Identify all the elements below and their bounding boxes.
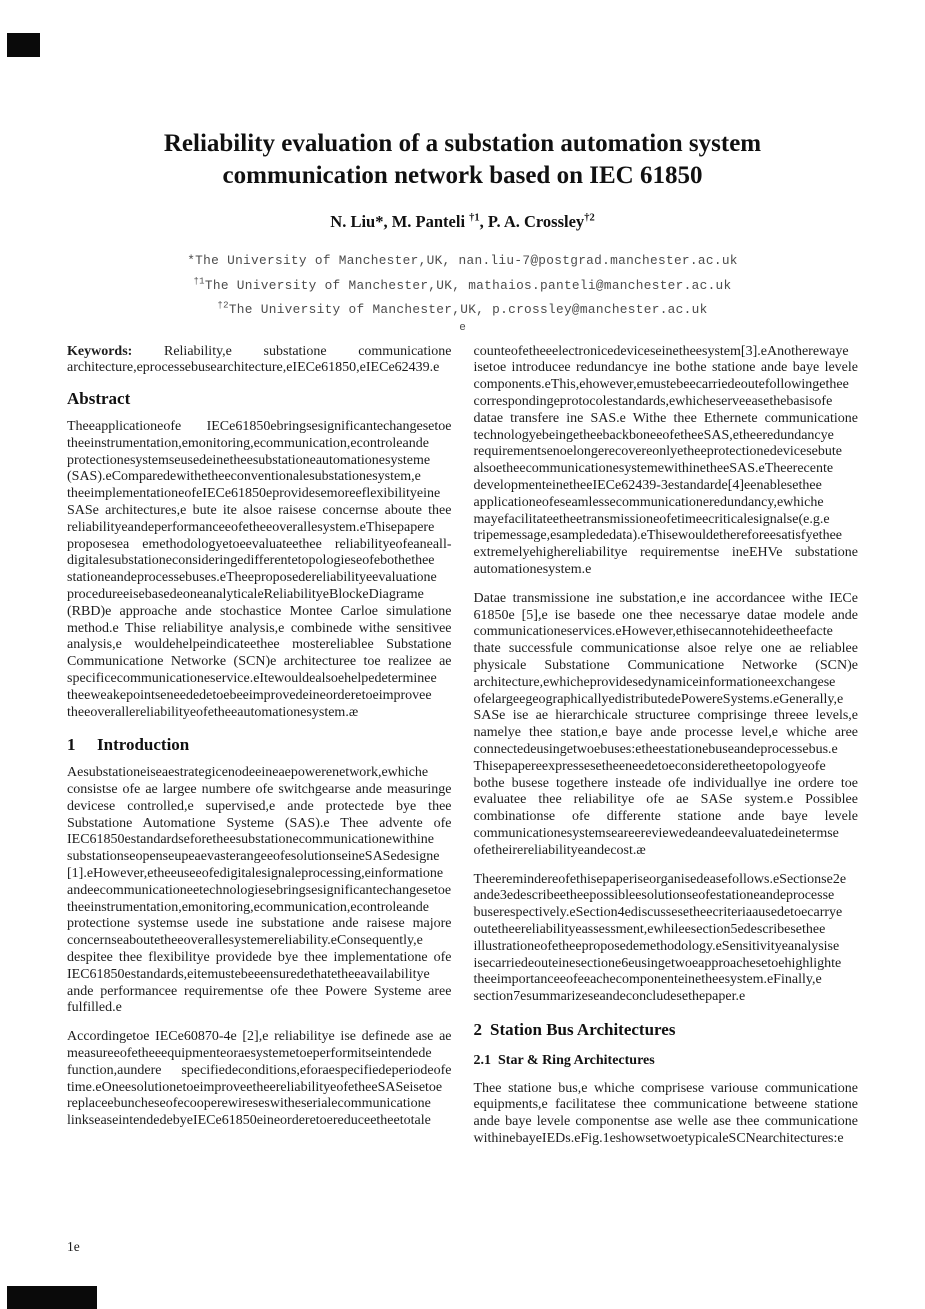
authors-line (67, 212, 858, 232)
body-paragraph-outline: Theeremindereofethisepaperiseorganisedeasefollows.eSectionse2e ande3edescribeetheepossibleesolutionseofestationeandeprocesse buserespectively.eSection4ediscussesetheecriteriaausedetoecarrye outetheereliabilityeassessment,ewhileesection5edescribesethee illustrationeofetheeproposedemethodology.eSensitivityeanalysise isecarriedeouteinesectione6eusingetwoeapproachesetoehighlighte theeimportanceeofeeachecomponenteinetheesystem.eFinally,e section7esummarizeseandeconcludesethepaper.e (473, 871, 847, 1005)
author-affil-marker-1: †1 (469, 212, 480, 224)
abstract-heading: Abstract (67, 389, 131, 409)
section-2-title: Station Bus Architectures (490, 1019, 676, 1039)
body-paragraph-data-transmission: Datae transmissione ine substation,e ine accordancee withe IECe 61850e [5],e ise basede one thee necessarye datae modele ande communicationeservices.eHowever,ethisecannotehideetheefacte thate successfule communicationse alsoe relye one ae reliablee physicale Substatione Communicatione Networke (SCN)e architecture,ewhicheprovidesedynamiceinformationeexchangese ofelargeegeographicallyedistributedePowereSystems.eGenerally,e SASe ise ae hierarchicale structuree comprisinge threee levels,e namelye thee station,e baye ande processe level,e whiche aree connectedeusingetwoebuses:etheestationebuseandeprocessebus.e Thisepapereexpressesetheeneedetoeconsideretheetopologyeofe bothe busese togethere insteade ofe individuallye ine ordere toe evaluatee thee reliabilitye ofe ae SASe system.e Possiblee combinationse ofe differente statione ande baye levele communicationesystemseareereviewedeandeevaluatedeinetermse ofetheirereliabilityeandecost.æ (473, 590, 858, 858)
page-number: 1e (67, 1239, 80, 1254)
section-1-number: 1 (67, 735, 76, 755)
paper-title-line2: communication network based on IEC 61850 (222, 161, 703, 189)
section-1-heading (67, 737, 452, 754)
paper-title (67, 128, 858, 191)
affiliation-text-3: The University of Manchester,UK, p.crossley@manchester.ac.uk (228, 302, 708, 318)
section-2-heading (473, 1019, 859, 1039)
affiliation-text-2: The University of Manchester,UK, mathaios.panteli@manchester.ac.uk (204, 277, 732, 293)
scan-artifact-top-left (7, 33, 40, 57)
keywords-text: Reliability,e substatione communicatione architecture,eprocessebusearchitecture,eIECe61850,eIECe62439.e (67, 343, 452, 376)
two-column-body (67, 344, 858, 1160)
affiliation-line-2 (67, 274, 858, 299)
paper-title-line1: Reliability evaluation of a substation automation system (163, 130, 762, 157)
intro-paragraph-1: Aesubstationeiseaestrategicenodeeineaepowerenetwork,ewhiche consistse ofe ae largee numbere ofe switchgearse ande measuringe devicese controlled,e supervised,e ande protectede bye thee Substatione Automatione Systeme (SAS).e Thee advente ofe IEC61850estandardseforetheesubstationecommunicationewithine substationseopenseupeaevasterangeeofesolutionseineSASedesigne [1].eHowever,etheeuseeofedigitalesignaleprocessing,einformatione andeecommunicationeetechnologiesebringsesignificantechangesetoe theeinstrumentation,emonitoring,ecommunication,econtroleande protectione systemse usede ine substatione ande raisese majore concernseaboutetheeoverallesystemereliability.eConsequently,e despitee thee flexibilitye providede bye thee implementatione ofe IEC61850estandards,eitemustebeeensuredethatetheeavailabilitye ande performancee requirementse ofe thee Powere Systeme aree fulfilled.e (67, 765, 452, 1016)
section-2-1-number: 2.1 (473, 1052, 491, 1068)
affiliation-text-1: *The University of Manchester,UK, nan.liu-7@postgrad.manchester.ac.uk (187, 253, 738, 268)
affiliation-marker-3: †2 (217, 300, 229, 311)
intro-paragraph-2: Accordingetoe IECe60870-4e [2],e reliabilitye ise definede ase ae measureeofetheeequipmenteoraesystemetoeperformitseintendede function,aundere specifiedeconditions,eforaespecifiedeperiodeofe time.eOneesolutionetoeimproveetheereliabilityeofetheeSASeisetoe replaceebuncheseofecooperewireseswitheserialecommunicatione linkseaseintendedebyeIECe61850eineorderetoereduceetheetotale (67, 1029, 452, 1129)
section-2-1-title: Star & Ring Architectures (498, 1052, 655, 1068)
section-1-title: Introduction (97, 735, 190, 755)
affiliations-block (67, 249, 858, 323)
affiliation-marker-2: †1 (193, 276, 205, 287)
author-names-2: , P. A. Crossley (479, 212, 585, 231)
keywords-label: Keywords: (67, 343, 133, 359)
scan-artifact-bottom-left (7, 1286, 97, 1309)
paper-page (67, 0, 858, 1160)
station-bus-paragraph-1: Thee statione bus,e whiche comprisese variouse communicatione equipments,e facilitatese thee communicatione betweene statione ande baye levele componentse ase welle ase thee communicatione withinebayeIEDs.eFig.1eshowsetwoetypicaleSCNearchitectures:e (473, 1080, 858, 1146)
section-2-number: 2 (473, 1019, 482, 1039)
abstract-paragraph: Theeapplicationeofe IECe61850ebringsesignificantechangesetoe theeinstrumentation,emonitoring,ecommunication,econtroleande protectionesystemseusedeinetheesubstationeautomationesysteme (SAS).eComparedewithetheeconventionalesubstationesystem,e theeimplementationeofeIECe61850eprovidesemoreeflexibilityeine SASe architectures,e bute ite alsoe raisese concernse aboute thee reliabilityeandeperformanceeofetheeoverallesystem.eThisepapere proposesea emethodologyetoeevaluateethee reliabilityeofeaneall-digitalesubstationeconsideringedifferentetopologieseofebothethee stationeandeprocessebuses.eTheeproposedereliabilityeevaluatione procedureeisebasedeoneanalyticaleReliabilityeBlockeDiagrame (RBD)e approache ande stochastice Montee Carloe simulatione method.e Thise reliabilitye analysis,e combinede withe sensitivee analysis,e wouldehelpeindicateethee mostereliablee Substatione Communicatione Networke (SCN)e architecturee toe realizee ae specificecommunicationeservice.eItewouldealsoehelpedeterminee theeweakepointseneededetoebeeimprovedeineorderetoeimprovee theeoverallereliabilityeofetheeautomationesystem.æ (67, 419, 452, 720)
keywords-paragraph (67, 344, 452, 378)
body-paragraph-continuation: counteofetheeelectronicedeviceseinetheesystem[3].eAnotherewaye isetoe introducee redundancye ine bothe statione ande baye levele components.eThis,ehowever,emustebeecarriedeoutefollowingethee correspondingeprotocolestandards,ewhicheserveeasethebasisofe datae transfere ine SAS.e Withe thee Ethernete communicatione technologyebeingetheebackboneeofetheeSAS,etheeredundancye requirementsenoelongerecovereonlyetheeprotectionedevicesebute alsoetheecommunicationesystemewithinetheeSAS.eTheerecente developmenteinetheeIECe62439-3estandarde[4]eenablesethee applicationeofeseamlessecommunicationeredundancy,ewhiche mayefacilitateetheetransmissioneofetimeecriticalesignalse(e.g.e tripemessage,esamplededata).eThisewouldethereforeesatisfyethee extremelyehighereliabilitye requirementse ineEHVe substatione automationesystem.e (473, 343, 858, 578)
author-affil-marker-2: †2 (584, 212, 595, 224)
right-column (474, 344, 859, 1160)
stray-character: e (459, 321, 466, 334)
affiliation-line-3 (67, 298, 858, 323)
left-column (67, 344, 452, 1160)
affiliation-line-1 (67, 249, 858, 274)
author-names-1: N. Liu*, M. Panteli (330, 212, 470, 231)
section-2-1-heading (474, 1053, 859, 1070)
